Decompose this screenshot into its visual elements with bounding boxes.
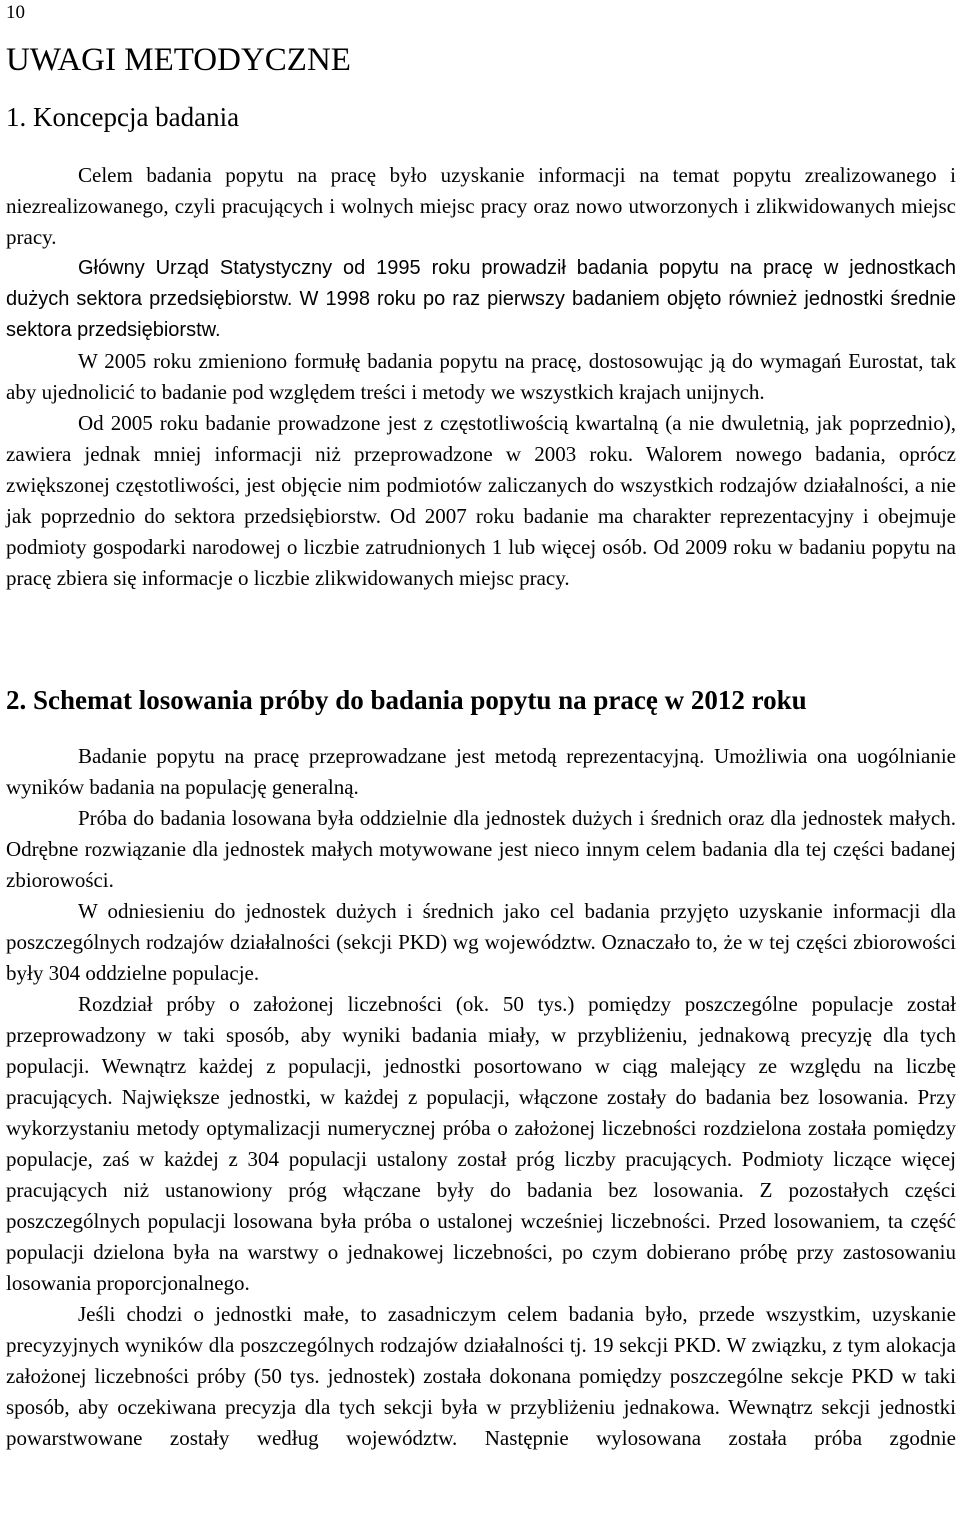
paragraph: Celem badania popytu na pracę było uzyskanie informacji na temat popytu zrealizowanego i niezrealizowanego, czyli pracujących i wolnych miejsc pracy oraz nowo utworzonych i zlikwidowanych miejsc pracy. (6, 163, 956, 249)
paragraph: Badanie popytu na pracę przeprowadzane jest metodą reprezentacyjną. Umożliwia ona uogólnianie wyników badania na populację generalną. (6, 744, 956, 799)
paragraph: Próba do badania losowana była oddzielnie dla jednostek dużych i średnich oraz dla jednostek małych. Odrębne rozwiązanie dla jednostek małych motywowane jest nieco innym celem badania dla tej części badanej zbiorowości. (6, 806, 956, 892)
section-heading-2: 2. Schemat losowania próby do badania popytu na pracę w 2012 roku (6, 685, 807, 715)
paragraph: Od 2005 roku badanie prowadzone jest z częstotliwością kwartalną (a nie dwuletnią, jak poprzednio), zawiera jednak mniej informacji niż przeprowadzone w 2003 roku. Walorem nowego badania, oprócz zwiększonej częstotliwości, jest objęcie nim podmiotów zaliczanych do wszystkich rodzajów działalności, a nie jak poprzednio do sektora przedsiębiorstw. Od 2007 roku badanie ma charakter reprezentacyjny i obejmuje podmioty gospodarki narodowej o liczbie zatrudnionych 1 lub więcej osób. Od 2009 roku w badaniu popytu na pracę zbiera się informacje o liczbie zlikwidowanych miejsc pracy. (6, 411, 956, 590)
document-title: UWAGI METODYCZNE (6, 42, 351, 78)
paragraph: W 2005 roku zmieniono formułę badania popytu na pracę, dostosowując ją do wymagań Eurostat, tak aby ujednolicić to badanie pod względem treści i metody we wszystkich krajach unijnych. (6, 349, 956, 404)
section-2-body (6, 741, 956, 1454)
section-heading-1: 1. Koncepcja badania (6, 102, 240, 132)
paragraph: Jeśli chodzi o jednostki małe, to zasadniczym celem badania było, przede wszystkim, uzyskanie precyzyjnych wyników dla poszczególnych rodzajów działalności tj. 19 sekcji PKD. W związku, z tym alokacja założonej liczebności próby (50 tys. jednostek) została dokonana pomiędzy poszczególne sekcje PKD w taki sposób, aby oczekiwana precyzja dla tych sekcji była w przybliżeniu jednakowa. Wewnątrz sekcji jednostki powarstwowane zostały według województw. Następnie wylosowana została próba zgodnie (6, 1302, 956, 1450)
paragraph: Główny Urząd Statystyczny od 1995 roku prowadził badania popytu na pracę w jednostkach dużych sektora przedsiębiorstw. W 1998 roku po raz pierwszy badaniem objęto również jednostki średnie sektora przedsiębiorstw. (6, 257, 956, 341)
paragraph: W odniesieniu do jednostek dużych i średnich jako cel badania przyjęto uzyskanie informacji dla poszczególnych rodzajów działalności (sekcji PKD) wg województw. Oznaczało to, że w tej części zbiorowości były 304 oddzielne populacje. (6, 899, 956, 985)
section-1-body (6, 160, 956, 594)
page-number: 10 (6, 2, 25, 23)
paragraph: Rozdział próby o założonej liczebności (ok. 50 tys.) pomiędzy poszczególne populacje został przeprowadzony w taki sposób, aby wyniki badania miały, w przybliżeniu, jednakową precyzję dla tych populacji. Wewnątrz każdej z populacji, jednostki posortowano w ciąg malejący ze względu na liczbę pracujących. Największe jednostki, w każdej z populacji, włączone zostały do badania bez losowania. Przy wykorzystaniu metody optymalizacji numerycznej próba o założonej liczebności rozdzielona została pomiędzy populacje, zaś w każdej z 304 populacji ustalony został próg liczby pracujących. Podmioty liczące więcej pracujących niż ustanowiony próg włączane były do badania bez losowania. Z pozostałych części poszczególnych populacji losowana była próba o ustalonej wcześniej liczebności. Przed losowaniem, ta część populacji dzielona była na warstwy o jednakowej liczebności, po czym dobierano próbę przy zastosowaniu losowania proporcjonalnego. (6, 992, 956, 1295)
